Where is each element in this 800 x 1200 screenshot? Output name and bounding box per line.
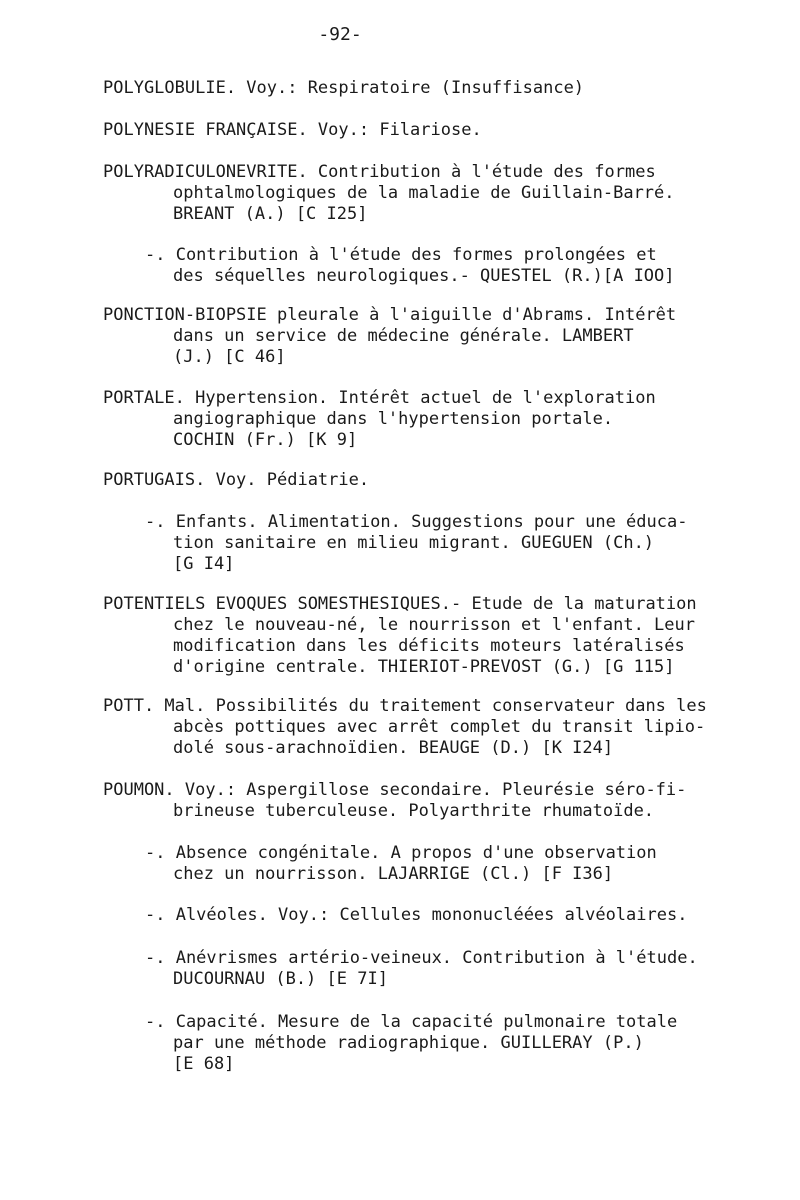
entry-line: PORTALE. Hypertension. Intérêt actuel de l'exploration [103, 388, 656, 408]
index-subentry [145, 843, 705, 885]
index-subentry [145, 948, 705, 990]
index-entry-polyradiculonevrite [103, 162, 703, 225]
entry-line: chez le nouveau-né, le nourrisson et l'enfant. Leur [173, 615, 695, 635]
entry-line: modification dans les déficits moteurs latéralisés [173, 636, 685, 656]
entry-line: POLYGLOBULIE. Voy.: Respiratoire (Insuffisance) [103, 78, 585, 98]
entry-line: -. Absence congénitale. A propos d'une observation [145, 843, 657, 863]
entry-line: des séquelles neurologiques.- QUESTEL (R.)[A IOO] [173, 266, 675, 286]
entry-line: BREANT (A.) [C I25] [173, 204, 368, 224]
entry-line: par une méthode radiographique. GUILLERAY (P.) [173, 1033, 644, 1053]
entry-line: POUMON. Voy.: Aspergillose secondaire. Pleurésie séro-fi- [103, 780, 687, 800]
entry-line: -. Capacité. Mesure de la capacité pulmonaire totale [145, 1012, 678, 1032]
entry-line: -. Enfants. Alimentation. Suggestions pour une éduca- [145, 512, 688, 532]
entry-line: [E 68] [173, 1054, 235, 1074]
page-number: -92- [318, 24, 362, 45]
index-subentry [145, 905, 705, 926]
index-entry-polynesie [103, 120, 703, 141]
entry-line: brineuse tuberculeuse. Polyarthrite rhumatoïde. [173, 801, 655, 821]
entry-line: DUCOURNAU (B.) [E 7I] [173, 969, 388, 989]
index-entry-portugais [103, 470, 703, 491]
entry-line: POLYRADICULONEVRITE. Contribution à l'étude des formes [103, 162, 656, 182]
entry-line: dolé sous-arachnoïdien. BEAUGE (D.) [K I24] [173, 738, 614, 758]
entry-line: -. Alvéoles. Voy.: Cellules mononucléées alvéolaires. [145, 905, 688, 925]
entry-line: POTT. Mal. Possibilités du traitement conservateur dans les [103, 696, 707, 716]
index-subentry [145, 245, 705, 287]
entry-line: tion sanitaire en milieu migrant. GUEGUEN (Ch.) [173, 533, 655, 553]
entry-line: ophtalmologiques de la maladie de Guillain-Barré. [173, 183, 675, 203]
index-entry-polyglobulie [103, 78, 703, 99]
entry-line: d'origine centrale. THIERIOT-PREVOST (G.) [G 115] [173, 657, 675, 677]
entry-line: abcès pottiques avec arrêt complet du transit lipio- [173, 717, 706, 737]
entry-line: (J.) [C 46] [173, 347, 286, 367]
entry-line: -. Anévrismes artério-veineux. Contribution à l'étude. [145, 948, 698, 968]
entry-line: PORTUGAIS. Voy. Pédiatrie. [103, 470, 370, 490]
entry-line: chez un nourrisson. LAJARRIGE (Cl.) [F I36] [173, 864, 614, 884]
entry-line: angiographique dans l'hypertension portale. [173, 409, 614, 429]
entry-line: [G I4] [173, 554, 235, 574]
entry-line: PONCTION-BIOPSIE pleurale à l'aiguille d'Abrams. Intérêt [103, 305, 677, 325]
index-entry-pott [103, 696, 707, 759]
entry-line: POLYNESIE FRANÇAISE. Voy.: Filariose. [103, 120, 482, 140]
index-entry-poumon [103, 780, 703, 822]
index-subentry [145, 512, 705, 575]
entry-line: dans un service de médecine générale. LAMBERT [173, 326, 634, 346]
entry-line: -. Contribution à l'étude des formes prolongées et [145, 245, 657, 265]
entry-line: COCHIN (Fr.) [K 9] [173, 430, 358, 450]
entry-line: POTENTIELS EVOQUES SOMESTHESIQUES.- Etude de la maturation [103, 594, 697, 614]
index-entry-ponction-biopsie [103, 305, 703, 368]
index-entry-potentiels-evoques [103, 594, 703, 678]
index-entry-portale [103, 388, 703, 451]
index-subentry [145, 1012, 705, 1075]
